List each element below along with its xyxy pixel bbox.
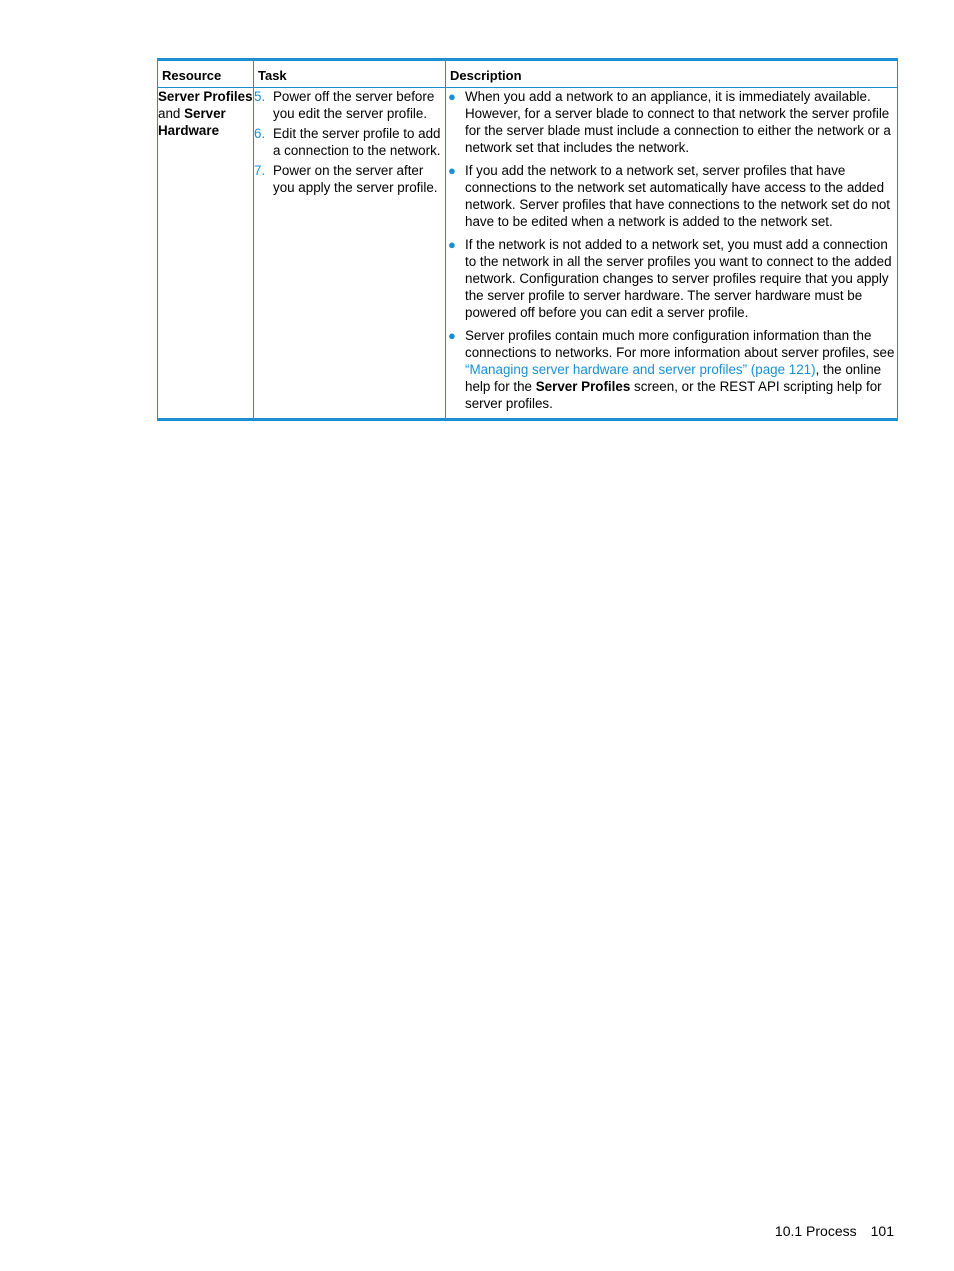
list-item: [446, 162, 897, 230]
list-item: [254, 125, 445, 159]
list-item: [446, 88, 897, 156]
page-footer: [775, 1223, 894, 1239]
description-text: When you add a network to an appliance, it is immediately available. However, for a server blade to connect to that network the server profile for the server blade must include a connection to either the network or a network set that includes the network.: [465, 89, 891, 155]
list-item: [446, 236, 897, 321]
step-text: Power off the server before you edit the server profile.: [273, 89, 435, 121]
header-resource: Resource: [158, 60, 254, 88]
step-number: 5.: [254, 89, 266, 104]
step-text: Edit the server profile to add a connection to the network.: [273, 126, 441, 158]
step-number: 6.: [254, 126, 266, 141]
description-text: If you add the network to a network set, server profiles that have connections to the network set automatically have access to the added network. Server profiles that have connections to the network set do not have to be edited when a network is added to the network set.: [465, 163, 891, 229]
list-item: [446, 327, 897, 412]
header-task: Task: [254, 60, 446, 88]
managing-server-hardware-link[interactable]: “Managing server hardware and server profiles” (page 121): [465, 362, 816, 377]
resource-cell: [158, 88, 254, 420]
server-profiles-screen-name: Server Profiles: [535, 379, 631, 394]
bullet-icon: ●: [448, 328, 456, 343]
description-list: [446, 88, 897, 412]
description-text: If the network is not added to a network set, you must add a connection to the network in all the server profiles you want to connect to the added network. Configuration changes to server profiles require that you apply the server profile to server hardware. The server hardware must be powered off before you can edit a server profile.: [465, 237, 892, 320]
step-number: 7.: [254, 163, 266, 178]
page-number: 101: [870, 1223, 894, 1239]
header-description: Description: [446, 60, 898, 88]
resource-task-table: [157, 58, 898, 421]
footer-section-title: 10.1 Process: [774, 1223, 857, 1239]
description-text-mid: , the online help for the: [465, 362, 882, 394]
resource-server-profiles: Server Profiles: [158, 89, 253, 104]
description-text-pre: Server profiles contain much more configuration information than the connections to networks. For more information about server profiles, see: [465, 328, 895, 360]
list-item: [254, 162, 445, 196]
resource-server-hardware: Server Hardware: [158, 106, 226, 138]
description-cell: [446, 88, 898, 420]
bullet-icon: ●: [448, 237, 456, 252]
resource-and: and: [158, 106, 185, 121]
description-text-post: screen, or the REST API scripting help for server profiles.: [465, 379, 882, 411]
bullet-icon: ●: [448, 89, 456, 104]
task-list: [254, 88, 445, 196]
task-cell: [254, 88, 446, 420]
bullet-icon: ●: [448, 163, 456, 178]
list-item: [254, 88, 445, 122]
step-text: Power on the server after you apply the server profile.: [273, 163, 438, 195]
table-header-row: [158, 60, 898, 88]
table-row: [158, 88, 898, 420]
